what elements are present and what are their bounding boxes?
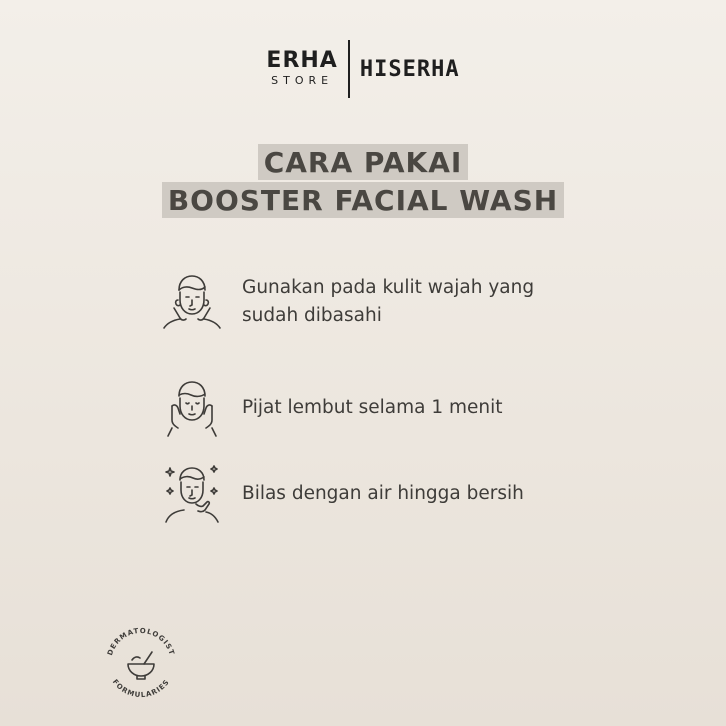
mortar-pestle-icon <box>128 652 154 679</box>
step-item-3 <box>160 462 582 526</box>
svg-text:FORMULARIES <box>111 678 171 699</box>
step-item-2 <box>160 376 582 440</box>
badge-bottom-text: FORMULARIES <box>110 677 172 700</box>
svg-text:DERMATOLOGIST <box>106 627 176 657</box>
erha-wordmark: ERHA <box>266 48 338 73</box>
step-text-2: Pijat lembut selama 1 menit <box>242 397 503 418</box>
brand-logo <box>0 40 726 98</box>
title-line-2: BOOSTER FACIAL WASH <box>162 182 564 218</box>
logo-divider <box>348 40 350 98</box>
erha-store-logo <box>266 50 337 88</box>
page-title <box>0 144 726 218</box>
dermatologist-formularies-badge <box>98 620 184 706</box>
face-rinse-icon <box>160 462 224 526</box>
store-wordmark: STORE <box>271 74 334 87</box>
step-text-3: Bilas dengan air hingga bersih <box>242 483 524 504</box>
hiserha-wordmark: HISERHA <box>359 56 460 82</box>
title-line-1: CARA PAKAI <box>258 144 469 180</box>
face-massage-icon <box>160 376 224 440</box>
face-touch-icon <box>160 270 224 334</box>
step-text-1: Gunakan pada kulit wajah yang sudah dibasahi <box>242 277 535 326</box>
step-item-1 <box>160 270 582 334</box>
badge-top-text: DERMATOLOGIST <box>106 626 176 657</box>
